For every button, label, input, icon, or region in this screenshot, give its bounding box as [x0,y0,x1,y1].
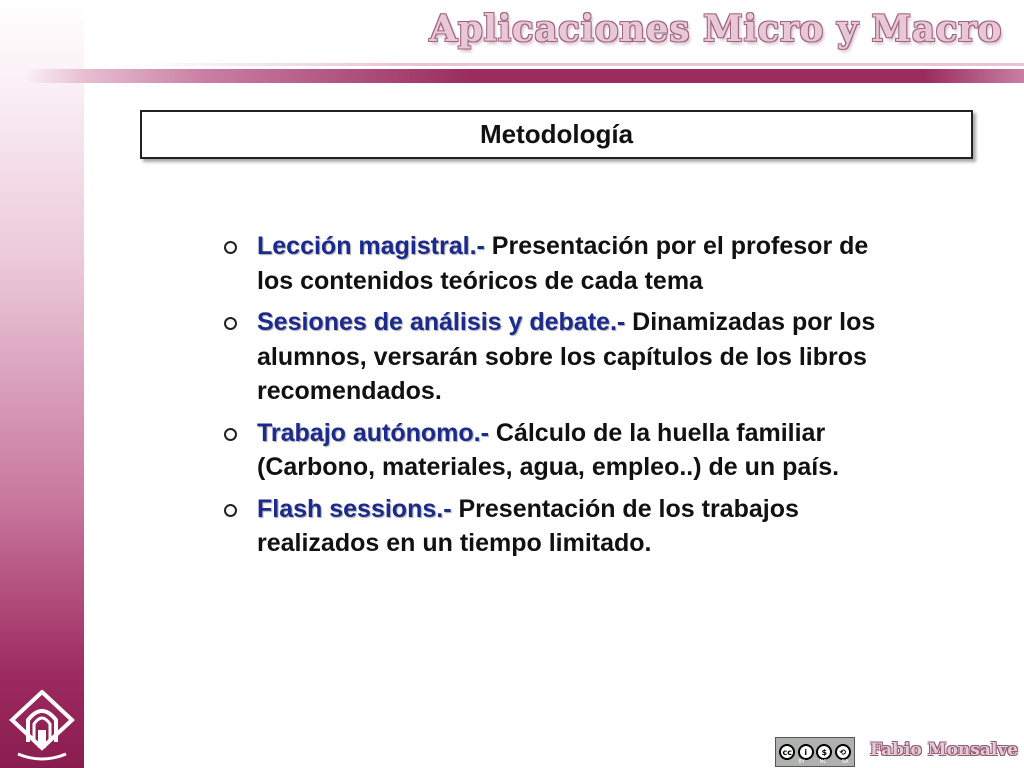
sharealike-icon: ⟲ [835,744,851,760]
cc-icon: cc [779,744,795,760]
circle-bullet-icon [224,317,237,330]
attribution-icon: i [798,744,814,760]
bullet-text: Dinamizadas por los alumnos, versarán sobre los capítulos de los libros recomendados. [257,308,876,405]
circle-bullet-icon [224,504,237,517]
list-item [222,229,902,298]
license-labels [776,759,856,765]
header-thin-rule [140,63,1024,66]
bullet-text: Presentación por el profesor de los contenidos teóricos de cada tema [257,232,869,295]
circle-bullet-icon [224,241,237,254]
license-label: BY [798,759,805,765]
app-title: Aplicaciones Micro y Macro [429,8,1002,50]
bullet-term: Flash sessions.- [257,494,452,523]
list-item [222,416,902,485]
side-bar [0,0,84,768]
author-name: Fabio Monsalve [870,740,1019,760]
bullet-term: Lección magistral.- [257,232,485,260]
list-item [222,492,902,561]
slide-heading: Metodología [479,119,634,149]
list-item [222,305,902,409]
license-label: SA [841,759,849,765]
license-label: NC [819,759,827,765]
bullet-text: Presentación de los trabajos realizados en un tiempo limitado. [257,494,799,557]
methodology-list [222,229,902,568]
header-rule [24,69,1024,83]
bullet-term: Sesiones de análisis y debate.- [257,308,626,336]
slide-heading-box [140,110,973,159]
bullet-text: Cálculo de la huella familiar (Carbono, materiales, agua, empleo..) de un país. [257,418,840,481]
bullet-term: Trabajo autónomo.- [257,418,489,447]
university-logo-icon [8,690,76,762]
circle-bullet-icon [224,428,237,441]
noncommercial-icon: $ [816,744,832,760]
creative-commons-badge[interactable] [775,737,855,767]
